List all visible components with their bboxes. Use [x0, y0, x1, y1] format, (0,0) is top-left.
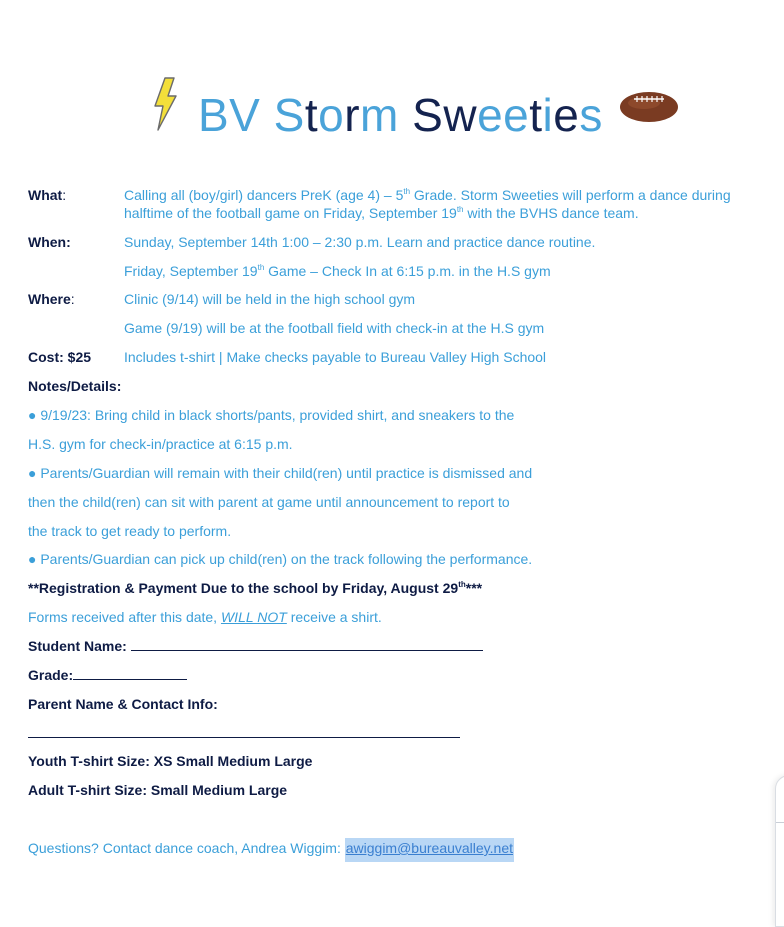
cost-label: Cost: $25	[28, 349, 92, 365]
adult-shirt-size: Adult T-shirt Size: Small Medium Large	[28, 782, 288, 798]
football-icon	[618, 90, 680, 124]
note-bullet-2-line-1: ● Parents/Guardian will remain with their child(ren) until practice is dismissed and	[28, 465, 533, 481]
student-name-field[interactable]: Student Name:	[28, 638, 483, 654]
note-bullet-2-line-3: the track to get ready to perform.	[28, 523, 232, 539]
note-bullet-1-line-1: ● 9/19/23: Bring child in black shorts/pants, provided shirt, and sneakers to the	[28, 407, 515, 423]
parent-contact-blank[interactable]	[28, 737, 460, 738]
what-line-2: halftime of the football game on Friday, September 19th with the BVHS dance team.	[124, 205, 639, 221]
what-line-1: Calling all (boy/girl) dancers PreK (age 4) – 5th Grade. Storm Sweeties will perform a dance during	[124, 187, 731, 203]
where-line-1: Clinic (9/14) will be held in the high school gym	[124, 291, 416, 307]
note-bullet-1-line-2: H.S. gym for check-in/practice at 6:15 p.m.	[28, 436, 293, 452]
cost-text: Includes t-shirt | Make checks payable to Bureau Valley High School	[124, 349, 547, 365]
grade-blank[interactable]	[73, 667, 187, 680]
where-label: Where:	[28, 291, 75, 307]
registration-due: **Registration & Payment Due to the school by Friday, August 29th***	[28, 580, 483, 596]
when-label: When:	[28, 234, 71, 250]
title-bv: BV	[198, 89, 274, 141]
contact-email-link[interactable]: awiggim@bureauvalley.net	[345, 838, 514, 862]
parent-contact-label: Parent Name & Contact Info:	[28, 696, 218, 712]
youth-shirt-size: Youth T-shirt Size: XS Small Medium Large	[28, 753, 313, 769]
page-title	[198, 88, 603, 142]
lightning-bolt-icon	[152, 76, 178, 132]
will-not-emphasis: WILL NOT	[220, 609, 287, 625]
side-panel-edge[interactable]	[775, 775, 784, 927]
late-forms-note: Forms received after this date, WILL NOT receive a shirt.	[28, 609, 382, 625]
title-storm: Storm	[273, 89, 399, 141]
when-line-2: Friday, September 19th Game – Check In at 6:15 p.m. in the H.S gym	[124, 263, 551, 279]
when-line-1: Sunday, September 14th 1:00 – 2:30 p.m. Learn and practice dance routine.	[124, 234, 596, 250]
where-line-2: Game (9/19) will be at the football field with check-in at the H.S gym	[124, 320, 545, 336]
title-sweeties: Sweeties	[412, 89, 603, 141]
notes-heading: Notes/Details:	[28, 378, 122, 394]
note-bullet-2-line-2: then the child(ren) can sit with parent at game until announcement to report to	[28, 494, 510, 510]
grade-field[interactable]: Grade:	[28, 667, 187, 683]
what-label: What:	[28, 187, 67, 203]
side-panel-divider	[776, 822, 784, 823]
note-bullet-3-line-1: ● Parents/Guardian can pick up child(ren) on the track following the performance.	[28, 551, 533, 567]
page-header	[0, 84, 784, 148]
contact-line: Questions? Contact dance coach, Andrea Wiggim: awiggim@bureauvalley.net	[28, 839, 514, 858]
student-name-blank[interactable]	[131, 638, 483, 651]
